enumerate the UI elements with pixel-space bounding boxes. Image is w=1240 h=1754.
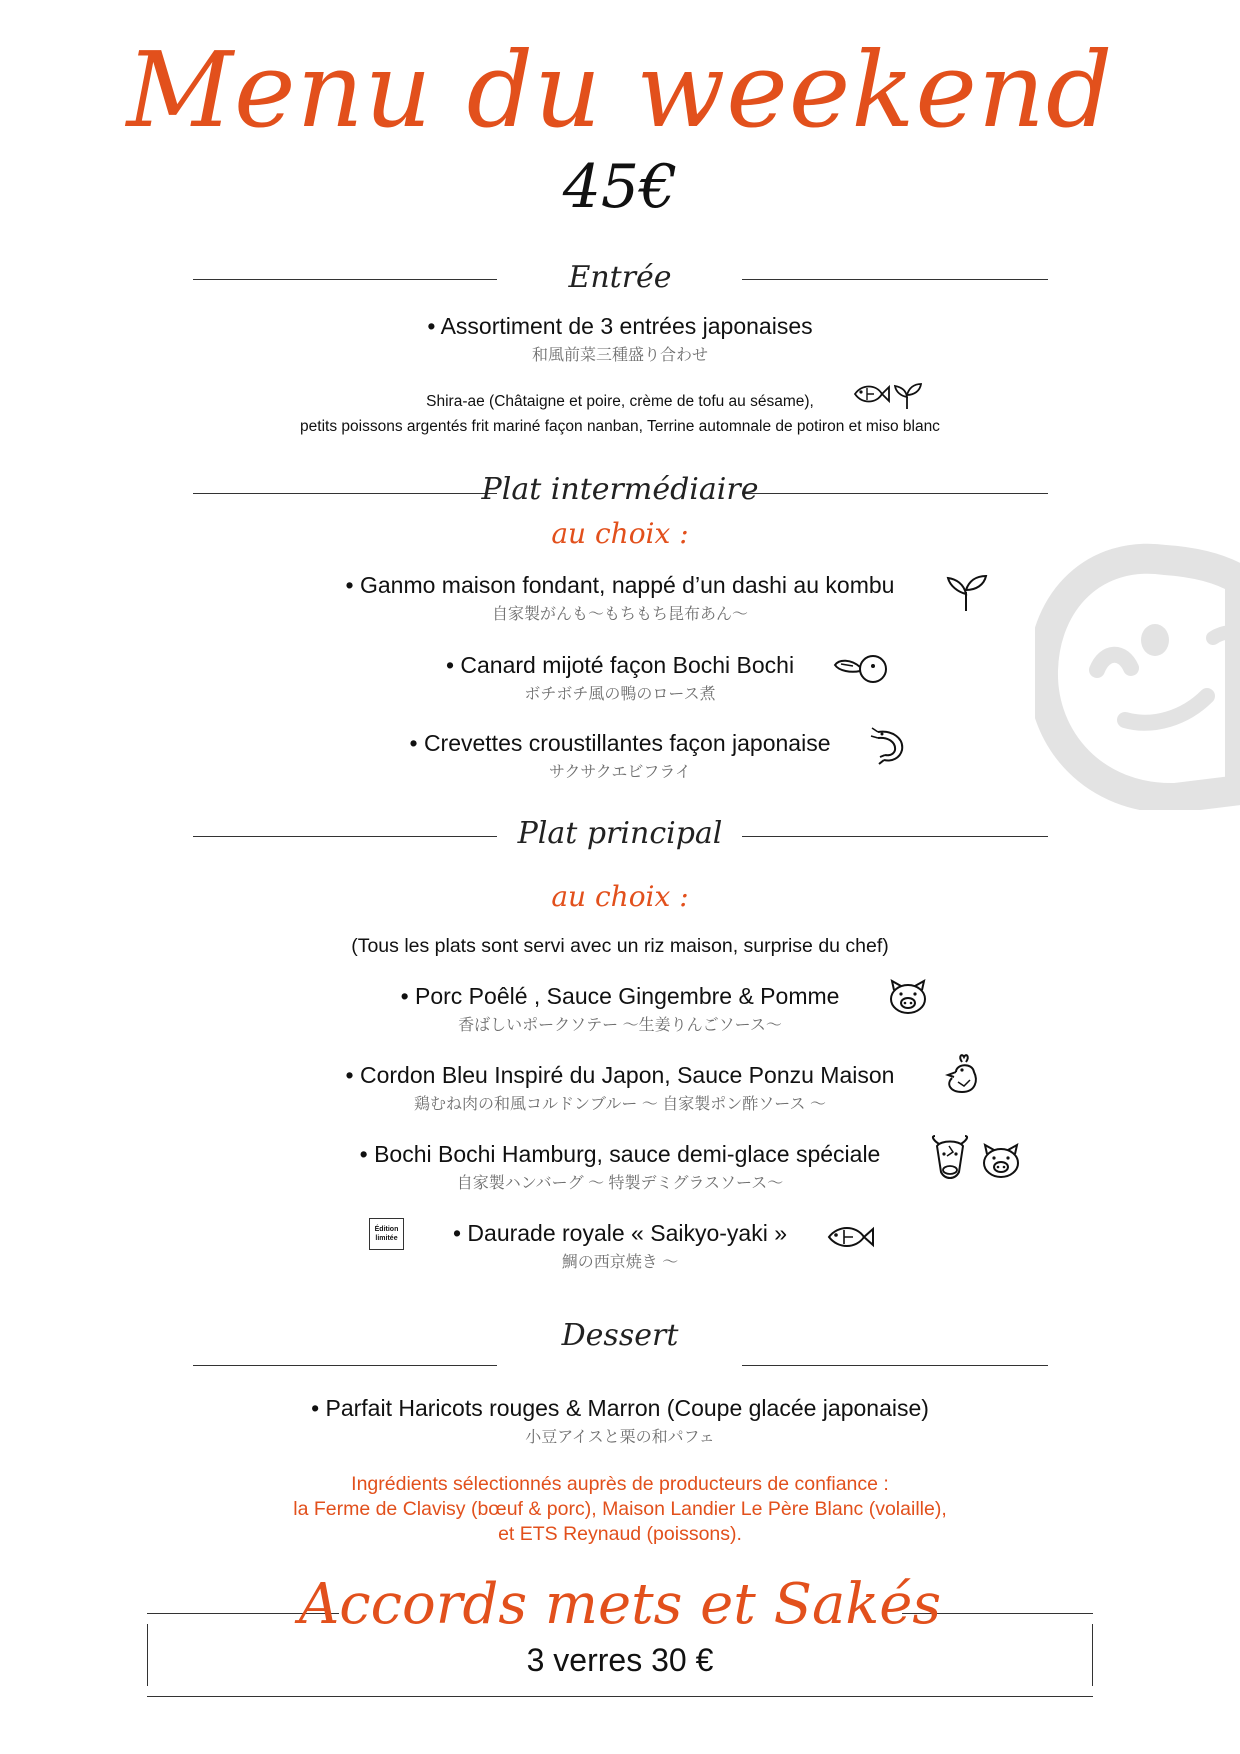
watermark-logo-icon <box>1035 540 1240 810</box>
dish-daurade-jp: 鯛の西京焼き 〜 <box>561 1254 679 1271</box>
producers-line-1: Ingrédients sélectionnés auprès de producteurs de confiance : <box>351 1473 889 1495</box>
duck-icon <box>833 651 889 687</box>
dish-hamburg-jp: 自家製ハンバーグ 〜 特製デミグラスソース〜 <box>456 1175 784 1192</box>
entree-dish: • Assortiment de 3 entrées japonaises <box>427 313 813 339</box>
box-bottom-line <box>147 1696 1093 1697</box>
menu-title: Menu du weekend <box>126 29 1114 151</box>
rice-note: (Tous les plats sont servi avec un riz maison, surprise du chef) <box>351 935 889 957</box>
section-title-dessert: Dessert <box>561 1318 679 1353</box>
chicken-icon <box>942 1052 982 1096</box>
shrimp-icon <box>870 726 910 766</box>
divider-left <box>193 1365 497 1366</box>
section-title-plat-intermediaire: Plat intermédiaire <box>481 472 759 507</box>
accords-price: 3 verres 30 € <box>526 1642 714 1678</box>
dessert-dish-jp: 小豆アイスと栗の和パフェ <box>525 1429 715 1446</box>
dish-crevettes: • Crevettes croustillantes façon japonaise <box>409 730 831 756</box>
dish-porc-jp: 香ばしいポークソテー 〜生姜りんごソース〜 <box>458 1017 782 1034</box>
dish-hamburg: • Bochi Bochi Hamburg, sauce demi-glace spéciale <box>359 1141 881 1167</box>
divider-right <box>742 1365 1048 1366</box>
fish-icon <box>826 1222 874 1252</box>
dish-cordon-bleu: • Cordon Bleu Inspiré du Japon, Sauce Ponzu Maison <box>345 1062 895 1088</box>
dish-ganmo-jp: 自家製がんも〜もちもち昆布あん〜 <box>491 606 748 623</box>
pig-icon <box>887 978 929 1016</box>
dish-canard: • Canard mijoté façon Bochi Bochi <box>445 652 795 678</box>
entree-dish-jp: 和風前菜三種盛り合わせ <box>531 347 708 364</box>
dish-canard-jp: ボチボチ風の鴨のロース煮 <box>524 686 716 703</box>
dish-cordon-bleu-jp: 鶏むね肉の和風コルドンブルー 〜 自家製ポン酢ソース 〜 <box>414 1096 826 1113</box>
entree-details-line1: Shira-ae (Châtaigne et poire, crème de tofu au sésame), <box>426 393 814 410</box>
dish-crevettes-jp: サクサクエビフライ <box>549 764 691 781</box>
producers-line-2: la Ferme de Clavisy (bœuf & porc), Maison Landier Le Père Blanc (volaille), <box>293 1498 947 1520</box>
section-title-plat-principal: Plat principal <box>517 816 723 851</box>
accords-title: Accords mets et Sakés <box>298 1572 942 1637</box>
entree-details-line2: petits poissons argentés frit mariné façon nanban, Terrine automnale de potiron et miso blanc <box>300 418 940 435</box>
producers-line-3: et ETS Reynaud (poissons). <box>498 1523 742 1545</box>
cow-icon <box>929 1134 971 1182</box>
menu-price: 45€ <box>562 152 678 222</box>
leaf-icon <box>944 572 988 612</box>
leaf-icon <box>893 382 923 410</box>
badge-line-1: Édition <box>374 1226 399 1233</box>
au-choix-label: au choix : <box>551 517 689 550</box>
au-choix-label: au choix : <box>551 880 689 913</box>
section-title-entree: Entrée <box>568 260 672 295</box>
dessert-dish: • Parfait Haricots rouges & Marron (Coupe glacée japonaise) <box>311 1395 929 1421</box>
dish-ganmo: • Ganmo maison fondant, nappé d’un dashi au kombu <box>345 572 895 598</box>
dish-porc: • Porc Poêlé , Sauce Gingembre & Pomme <box>400 983 840 1009</box>
pig-icon <box>980 1142 1022 1180</box>
fish-icon <box>852 381 890 407</box>
badge-line-2: limitée <box>375 1235 398 1242</box>
dish-daurade: • Daurade royale « Saikyo-yaki » <box>452 1220 788 1246</box>
